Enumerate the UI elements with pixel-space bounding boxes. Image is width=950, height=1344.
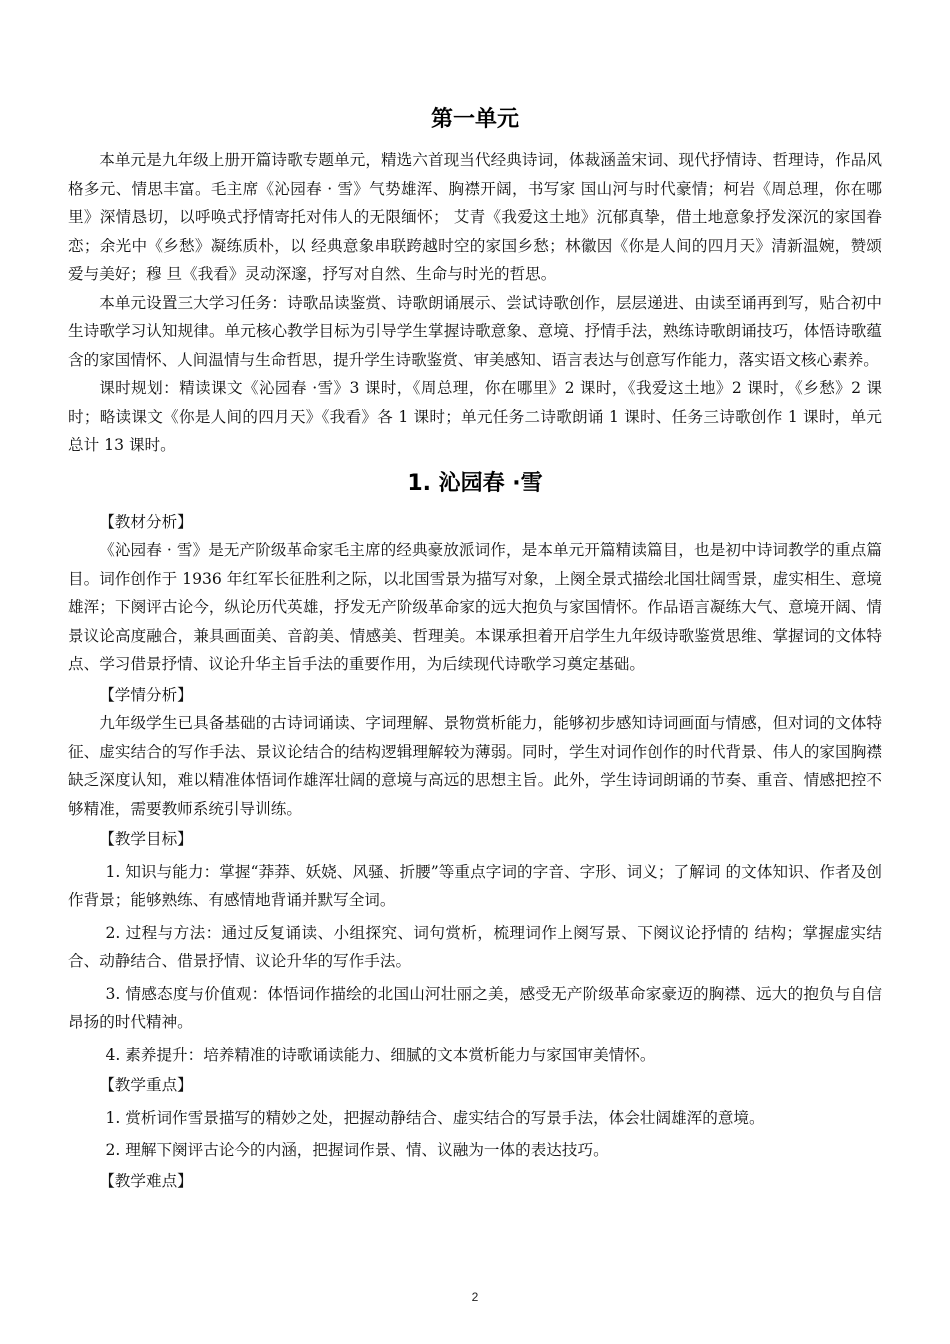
textbook-analysis-text: 《沁园春 · 雪》是无产阶级革命家毛主席的经典豪放派词作，是本单元开篇精读篇目，也是初中诗词教学的重点篇目。词作创作于 1936 年红军长征胜利之际，以北国雪景为描写对象，上阕全景式描绘北国壮阔雪景，虚实相生、意境雄浑；下阕评古论今，纵论历代英雄，抒发无产阶级革命家的远大抱负与家国情怀。作品语言凝练大气、意境开阔、情景议论高度融合，兼具画面美、音韵美、情感美、哲理美。本课承担着开启学生九年级诗歌鉴赏思维、掌握词的文体特点、学习借景抒情、议论升华主旨手法的重要作用，为后续现代诗歌学习奠定基础。 — [68, 541, 882, 673]
learner-analysis-heading: 【学情分析】 — [99, 685, 193, 704]
goal-process: 2. 过程与方法：通过反复诵读、小组探究、词句赏析，梳理词作上阕写景、下阕议论抒情的 结构；掌握虚实结合、动静结合、借景抒情、议论升华的写作手法。 — [68, 923, 882, 970]
lesson-title: 1. 沁园春 ·雪 — [407, 470, 543, 496]
goal-literacy: 4. 素养提升：培养精准的诗歌诵读能力、细腻的文本赏析能力与家国审美情怀。 — [105, 1045, 656, 1064]
textbook-analysis-heading: 【教材分析】 — [99, 512, 193, 531]
key-points-heading: 【教学重点】 — [99, 1076, 193, 1094]
page-number: 2 — [471, 1290, 479, 1304]
unit-schedule-paragraph: 课时规划：精读课文《沁园春 ·雪》3 课时，《周总理，你在哪里》2 课时，《我爱这土地》2 课时，《乡愁》2 课时；略读课文《你是人间的四月天》《我看》各 1 课时；单元任务二诗歌朗诵 1 课时、任务三诗歌创作 1 课时，单元总计 13 课时。 — [68, 379, 882, 454]
unit-intro-paragraph: 本单元是九年级上册开篇诗歌专题单元，精选六首现当代经典诗词，体裁涵盖宋词、现代抒情诗、哲理诗，作品风格多元、情思丰富。毛主席《沁园春 · 雪》气势雄浑、胸襟开阔，书写家 国山河与时代豪情；柯岩《周总理，你在哪里》深情恳切，以呼唤式抒情寄托对伟人的无限缅怀； 艾青《我爱这土地》沉郁真挚，借土地意象抒发深沉的家国眷恋；余光中《乡愁》凝练质朴，以 经典意象串联跨越时空的家国乡愁；林徽因《你是人间的四月天》清新温婉，赞颂爱与美好；穆 旦《我看》灵动深邃，抒写对自然、生命与时光的哲思。 — [68, 151, 882, 283]
unit-title: 第一单元 — [430, 107, 519, 132]
goal-knowledge: 1. 知识与能力：掌握“莽莽、妖娆、风骚、折腰”等重点字词的字音、字形、词义；了解词 的文体知识、作者及创作背景；能够熟练、有感情地背诵并默写全词。 — [68, 862, 882, 909]
page-content — [68, 100, 882, 1195]
goal-emotion: 3. 情感态度与价值观：体悟词作描绘的北国山河壮丽之美，感受无产阶级革命家豪迈的胸襟、远大的抱负与自信昂扬的时代精神。 — [68, 984, 882, 1031]
difficulty-heading: 【教学难点】 — [99, 1171, 193, 1190]
learner-analysis-text: 九年级学生已具备基础的古诗词诵读、字词理解、景物赏析能力，能够初步感知诗词画面与情感，但对词的文体特征、虚实结合的写作手法、景议论结合的结构逻辑理解较为薄弱。同时，学生对词作创作的时代背景、伟人的家国胸襟缺乏深度认知，难以精准体悟词作雄浑壮阔的意境与高远的思想主旨。此外，学生诗词朗诵的节奏、重音、情感把控不够精准，需要教师系统引导训练。 — [68, 714, 882, 818]
teaching-goals-heading: 【教学目标】 — [99, 830, 193, 848]
unit-tasks-paragraph: 本单元设置三大学习任务：诗歌品读鉴赏、诗歌朗诵展示、尝试诗歌创作，层层递进、由读至诵再到写，贴合初中生诗歌学习认知规律。单元核心教学目标为引导学生掌握诗歌意象、意境、抒情手法，熟练诗歌朗诵技巧，体悟诗歌蕴含的家国情怀、人间温情与生命哲思，提升学生诗歌鉴赏、审美感知、语言表达与创意写作能力，落实语文核心素养。 — [68, 293, 882, 369]
key-point-1: 1. 赏析词作雪景描写的精妙之处，把握动静结合、虚实结合的写景手法，体会壮阔雄浑的意境。 — [105, 1108, 765, 1127]
key-point-2: 2. 理解下阕评古论今的内涵，把握词作景、情、议融为一体的表达技巧。 — [105, 1141, 609, 1159]
